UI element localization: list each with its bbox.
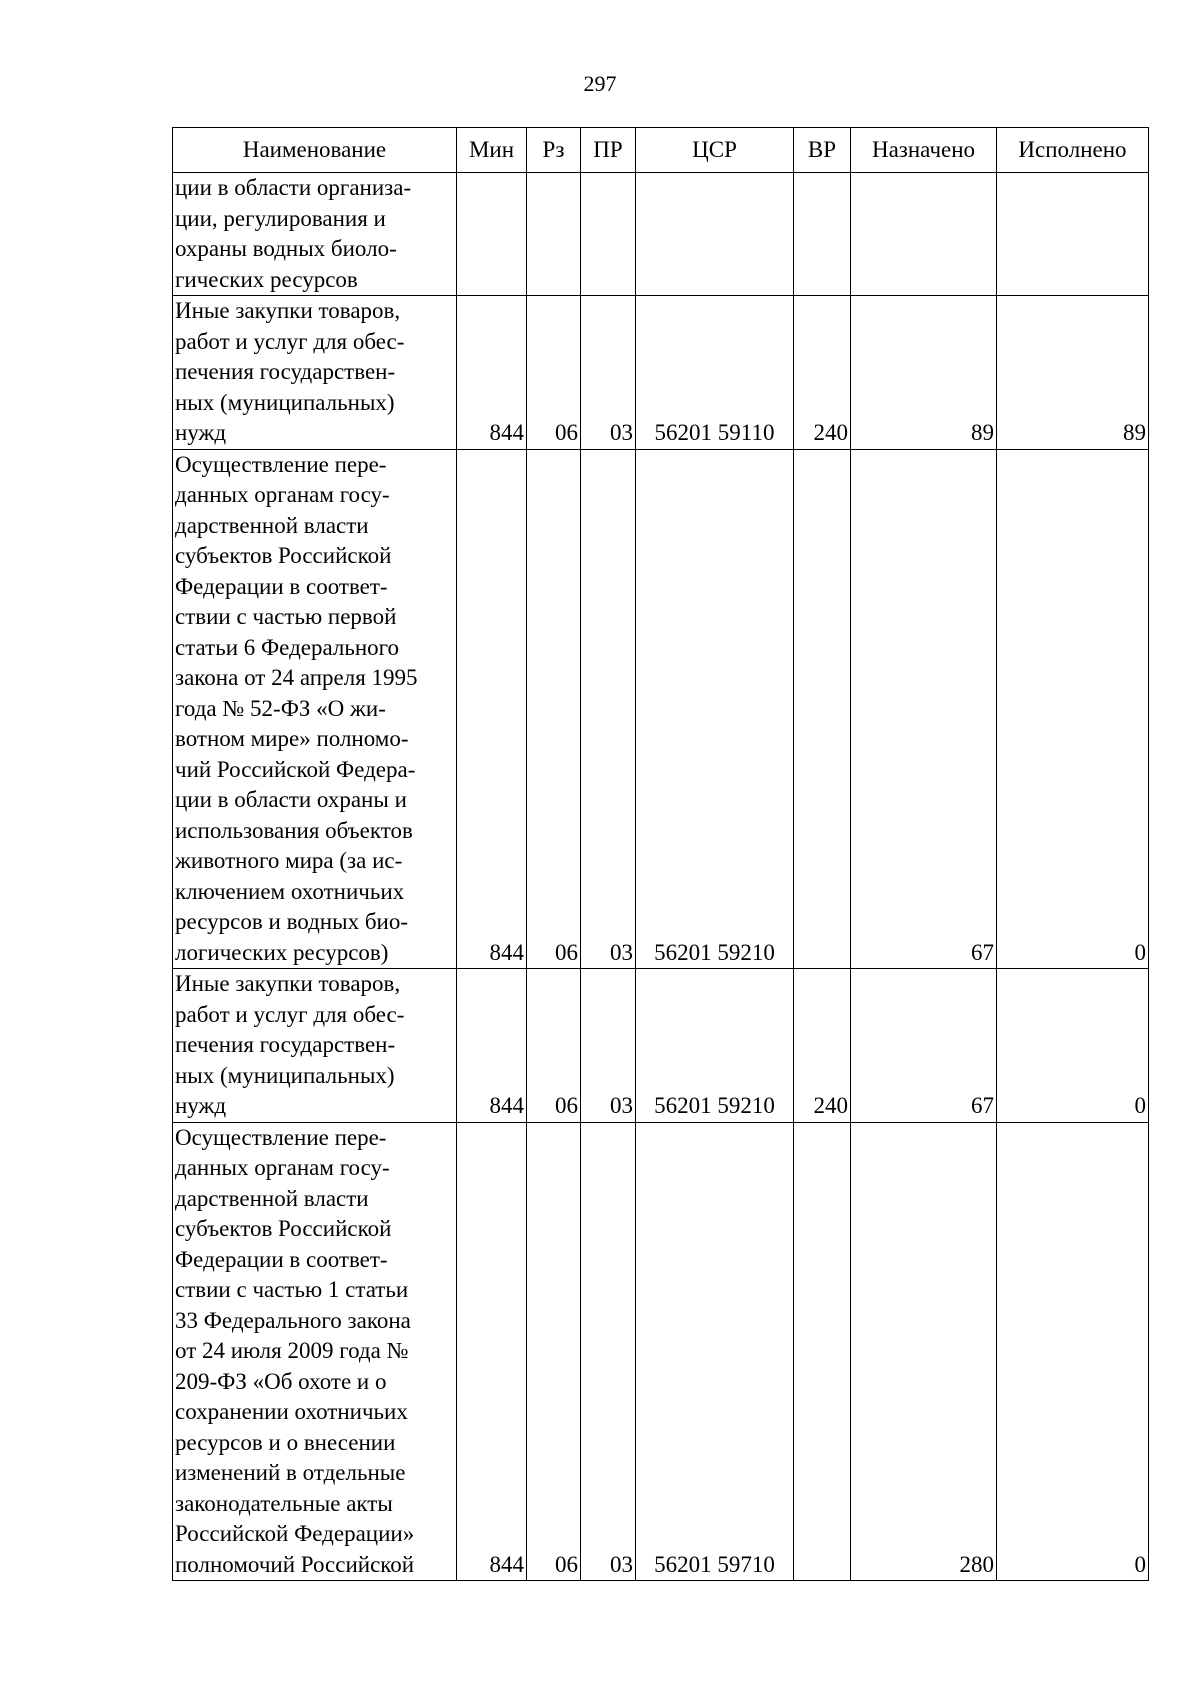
cell-rz: 06 <box>527 969 581 1123</box>
table-row <box>173 449 1149 969</box>
cell-pr: 03 <box>581 969 636 1123</box>
cell-csr <box>636 173 794 296</box>
cell-rz: 06 <box>527 1122 581 1581</box>
cell-assigned <box>851 173 997 296</box>
cell-assigned: 89 <box>851 296 997 450</box>
cell-name: Иные закупки товаров, работ и услуг для обес- печения государствен- ных (муниципальных) нужд <box>173 296 457 450</box>
table-row <box>173 296 1149 450</box>
cell-executed: 0 <box>997 1122 1149 1581</box>
cell-min <box>457 173 527 296</box>
cell-min: 844 <box>457 969 527 1123</box>
cell-name: Осуществление пере- данных органам госу- дарственной власти субъектов Российской Федерации в соответ- ствии с частью первой статьи 6 Федерального закона от 24 апреля 1995 года № 52-ФЗ «О жи- вотном мире» полномо- чий Российской Федера- ции в области охраны и использования объектов животного мира (за ис- ключением охотничьих ресурсов и водных био- логических ресурсов) <box>173 449 457 969</box>
cell-name: Осуществление пере- данных органам госу- дарственной власти субъектов Российской Федерации в соответ- ствии с частью 1 статьи 33 Федерального закона от 24 июля 2009 года № 209-ФЗ «Об охоте и о сохранении охотничьих ресурсов и о внесении изменений в отдельные законодательные акты Российской Федерации» полномочий Российской <box>173 1122 457 1581</box>
header-vr: ВР <box>794 128 851 173</box>
cell-assigned: 67 <box>851 969 997 1123</box>
cell-rz: 06 <box>527 296 581 450</box>
header-pr: ПР <box>581 128 636 173</box>
cell-pr: 03 <box>581 449 636 969</box>
cell-csr: 56201 59110 <box>636 296 794 450</box>
cell-csr: 56201 59210 <box>636 969 794 1123</box>
cell-vr <box>794 1122 851 1581</box>
header-assigned: Назначено <box>851 128 997 173</box>
cell-name: Иные закупки товаров, работ и услуг для обес- печения государствен- ных (муниципальных) нужд <box>173 969 457 1123</box>
page-number: 297 <box>583 71 617 96</box>
cell-min: 844 <box>457 296 527 450</box>
cell-pr: 03 <box>581 296 636 450</box>
table-header-row <box>173 128 1149 173</box>
cell-executed: 0 <box>997 449 1149 969</box>
cell-csr: 56201 59210 <box>636 449 794 969</box>
table-row <box>173 173 1149 296</box>
cell-vr <box>794 173 851 296</box>
budget-table <box>172 127 1149 1581</box>
header-min: Мин <box>457 128 527 173</box>
cell-pr <box>581 173 636 296</box>
cell-assigned: 67 <box>851 449 997 969</box>
cell-csr: 56201 59710 <box>636 1122 794 1581</box>
cell-rz: 06 <box>527 449 581 969</box>
cell-pr: 03 <box>581 1122 636 1581</box>
cell-vr: 240 <box>794 296 851 450</box>
cell-min: 844 <box>457 449 527 969</box>
table-row <box>173 1122 1149 1581</box>
cell-executed: 0 <box>997 969 1149 1123</box>
header-csr: ЦСР <box>636 128 794 173</box>
header-rz: Рз <box>527 128 581 173</box>
header-executed: Исполнено <box>997 128 1149 173</box>
cell-executed: 89 <box>997 296 1149 450</box>
cell-name: ции в области организа- ции, регулирования и охраны водных биоло- гических ресурсов <box>173 173 457 296</box>
table-row <box>173 969 1149 1123</box>
cell-vr: 240 <box>794 969 851 1123</box>
cell-executed <box>997 173 1149 296</box>
header-name: Наименование <box>173 128 457 173</box>
cell-assigned: 280 <box>851 1122 997 1581</box>
cell-rz <box>527 173 581 296</box>
cell-min: 844 <box>457 1122 527 1581</box>
cell-vr <box>794 449 851 969</box>
